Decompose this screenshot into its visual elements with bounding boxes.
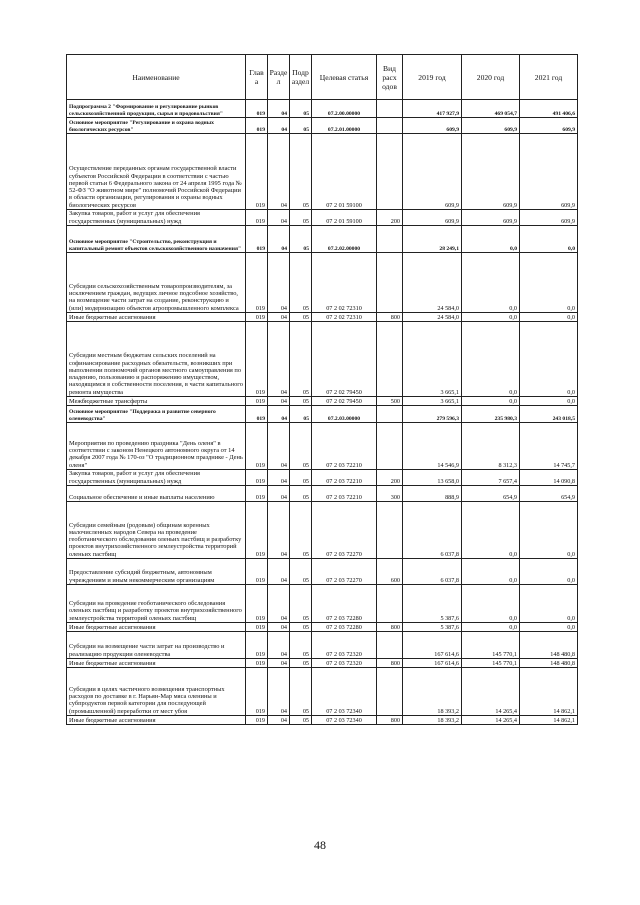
table-row (67, 100, 578, 118)
row-2021: 491 406,6 (520, 100, 578, 118)
row-2021: 0,0 (520, 253, 578, 313)
row-vid (377, 423, 403, 470)
table-row (67, 486, 578, 502)
table-row (67, 423, 578, 470)
row-2021: 0,0 (520, 585, 578, 623)
row-vid: 800 (377, 659, 403, 668)
row-name: Субсидии на возмещение части затрат на производство и реализацию продукции оленеводства (67, 632, 246, 659)
row-2021: 243 018,5 (520, 406, 578, 423)
row-name: Основное мероприятие "Поддержка и развитие северного оленеводства" (67, 406, 246, 423)
row-glava: 019 (246, 668, 268, 716)
table-row (67, 559, 578, 585)
row-2020: 609,9 (462, 118, 520, 134)
row-target: 07 2 03 72340 (312, 668, 377, 716)
table-row (67, 210, 578, 226)
row-2021: 148 480,8 (520, 659, 578, 668)
row-podrazdel: 05 (290, 322, 312, 397)
row-name: Основное мероприятие "Строительство, реконструкция и капитальный ремонт объектов сельскохозяйственного назначения" (67, 226, 246, 253)
row-target: 07 2 01 59100 (312, 210, 377, 226)
row-2021: 0,0 (520, 502, 578, 559)
row-target: 07 2 03 72270 (312, 502, 377, 559)
row-vid: 800 (377, 623, 403, 632)
row-glava: 019 (246, 470, 268, 486)
row-razdel: 04 (268, 322, 290, 397)
row-2019: 609,9 (403, 210, 462, 226)
row-vid (377, 118, 403, 134)
row-glava: 019 (246, 322, 268, 397)
row-vid: 200 (377, 470, 403, 486)
row-glava: 019 (246, 397, 268, 406)
row-target: 07 2 02 72310 (312, 313, 377, 322)
row-2021: 148 480,8 (520, 632, 578, 659)
row-podrazdel: 05 (290, 226, 312, 253)
row-target: 07 2 03 72210 (312, 486, 377, 502)
row-razdel: 04 (268, 716, 290, 725)
row-razdel: 04 (268, 470, 290, 486)
row-2020: 7 657,4 (462, 470, 520, 486)
row-2019: 5 387,6 (403, 585, 462, 623)
row-name: Межбюджетные трансферты (67, 397, 246, 406)
row-2019: 28 249,1 (403, 226, 462, 253)
row-target: 07 2 03 72270 (312, 559, 377, 585)
row-glava: 019 (246, 210, 268, 226)
row-2020: 0,0 (462, 322, 520, 397)
row-razdel: 04 (268, 210, 290, 226)
row-2019: 5 387,6 (403, 623, 462, 632)
row-2019: 24 584,0 (403, 313, 462, 322)
row-vid: 800 (377, 716, 403, 725)
row-vid (377, 585, 403, 623)
row-podrazdel: 05 (290, 502, 312, 559)
row-2019: 6 037,8 (403, 559, 462, 585)
header-2019: 2019 год (403, 55, 462, 100)
table-row (67, 659, 578, 668)
row-target: 07 2 03 72210 (312, 470, 377, 486)
row-vid (377, 100, 403, 118)
row-podrazdel: 05 (290, 100, 312, 118)
row-razdel: 04 (268, 100, 290, 118)
row-2021: 0,0 (520, 322, 578, 397)
row-2021: 0,0 (520, 623, 578, 632)
row-vid (377, 668, 403, 716)
row-2020: 654,9 (462, 486, 520, 502)
row-vid: 500 (377, 397, 403, 406)
row-2021: 609,9 (520, 210, 578, 226)
table-row (67, 585, 578, 623)
row-podrazdel: 05 (290, 668, 312, 716)
page-number: 48 (314, 838, 326, 852)
row-2020: 0,0 (462, 559, 520, 585)
header-podrazdel: Подр аздел (290, 55, 312, 100)
row-name: Закупка товаров, работ и услуг для обеспечения государственных (муниципальных) нужд (67, 210, 246, 226)
header-razdel: Разде л (268, 55, 290, 100)
row-2021: 609,9 (520, 134, 578, 210)
budget-table-sheet (66, 54, 577, 725)
row-vid (377, 226, 403, 253)
row-razdel: 04 (268, 397, 290, 406)
row-2020: 14 265,4 (462, 668, 520, 716)
table-row (67, 716, 578, 725)
row-2020: 0,0 (462, 253, 520, 313)
row-name: Осуществление переданных органам государственной власти субъектов Российской Федерации в соответствии с частью первой статьи 6 Федерального закона от 24 апреля 1995 года № 52-ФЗ "О животном мире" полномочий Российской Федерации в области организации, регулирования и охраны водных биологических ресурсов (67, 134, 246, 210)
row-razdel: 04 (268, 623, 290, 632)
row-2020: 469 054,7 (462, 100, 520, 118)
row-razdel: 04 (268, 632, 290, 659)
row-name: Иные бюджетные ассигнования (67, 716, 246, 725)
row-razdel: 04 (268, 253, 290, 313)
row-glava: 019 (246, 716, 268, 725)
table-row (67, 313, 578, 322)
row-podrazdel: 05 (290, 313, 312, 322)
row-2020: 0,0 (462, 502, 520, 559)
row-glava: 019 (246, 226, 268, 253)
row-2020: 145 770,1 (462, 632, 520, 659)
row-target: 07 2 03 72210 (312, 423, 377, 470)
row-target: 07 2 03 72280 (312, 623, 377, 632)
row-2019: 888,9 (403, 486, 462, 502)
row-razdel: 04 (268, 559, 290, 585)
table-row (67, 253, 578, 313)
row-2020: 0,0 (462, 397, 520, 406)
row-vid (377, 406, 403, 423)
row-2019: 24 584,0 (403, 253, 462, 313)
row-vid: 300 (377, 486, 403, 502)
row-name: Подпрограмма 2 "Формирование и регулирование рынков сельскохозяйственной продукции, сырья и продовольствия" (67, 100, 246, 118)
row-name: Социальное обеспечение и иные выплаты населению (67, 486, 246, 502)
row-2021: 0,0 (520, 397, 578, 406)
row-podrazdel: 05 (290, 423, 312, 470)
row-glava: 019 (246, 423, 268, 470)
row-glava: 019 (246, 313, 268, 322)
row-podrazdel: 05 (290, 406, 312, 423)
row-razdel: 04 (268, 226, 290, 253)
row-target: 07 2 02 79450 (312, 397, 377, 406)
row-2021: 14 745,7 (520, 423, 578, 470)
row-podrazdel: 05 (290, 134, 312, 210)
row-vid: 200 (377, 210, 403, 226)
row-podrazdel: 05 (290, 585, 312, 623)
row-target: 07.2.01.00000 (312, 118, 377, 134)
row-target: 07.2.03.00000 (312, 406, 377, 423)
row-2021: 14 862,1 (520, 668, 578, 716)
table-row (67, 502, 578, 559)
row-glava: 019 (246, 585, 268, 623)
row-glava: 019 (246, 486, 268, 502)
row-2021: 0,0 (520, 559, 578, 585)
row-2019: 14 546,9 (403, 423, 462, 470)
row-2019: 18 393,2 (403, 668, 462, 716)
row-name: Субсидии местным бюджетам сельских поселений на софинансирование расходных обязательств, возникших при выполнении полномочий органов местного самоуправления по владению, пользованию и распоряжению имуществом, находящимся в собственности поселения, в части капитального ремонта имущества (67, 322, 246, 397)
table-row (67, 406, 578, 423)
row-2019: 6 037,8 (403, 502, 462, 559)
row-glava: 019 (246, 559, 268, 585)
row-target: 07 2 03 72320 (312, 632, 377, 659)
row-target: 07.2.02.00000 (312, 226, 377, 253)
row-2019: 167 614,6 (403, 632, 462, 659)
row-razdel: 04 (268, 313, 290, 322)
row-name: Иные бюджетные ассигнования (67, 659, 246, 668)
row-2019: 3 665,1 (403, 397, 462, 406)
row-2020: 0,0 (462, 623, 520, 632)
header-2020: 2020 год (462, 55, 520, 100)
row-podrazdel: 05 (290, 210, 312, 226)
row-2020: 8 312,3 (462, 423, 520, 470)
row-2020: 0,0 (462, 313, 520, 322)
row-podrazdel: 05 (290, 470, 312, 486)
table-header-row (67, 55, 578, 100)
budget-table (66, 54, 578, 725)
table-row (67, 118, 578, 134)
row-2020: 14 265,4 (462, 716, 520, 725)
row-2019: 279 596,3 (403, 406, 462, 423)
row-vid (377, 134, 403, 210)
row-glava: 019 (246, 253, 268, 313)
row-2020: 0,0 (462, 585, 520, 623)
row-name: Предоставление субсидий бюджетным, автономным учреждениям и иным некоммерческим организациям (67, 559, 246, 585)
row-glava: 019 (246, 623, 268, 632)
row-2019: 3 665,1 (403, 322, 462, 397)
row-glava: 019 (246, 406, 268, 423)
row-2021: 0,0 (520, 226, 578, 253)
row-razdel: 04 (268, 502, 290, 559)
row-razdel: 04 (268, 134, 290, 210)
row-name: Субсидии в целях частичного возмещения транспортных расходов по доставке в г. Нарьян-Мар мяса оленины и субпродуктов первой категории для последующей (промышленной) переработки от мест убоя (67, 668, 246, 716)
row-glava: 019 (246, 100, 268, 118)
row-target: 07 2 01 59100 (312, 134, 377, 210)
row-2021: 0,0 (520, 313, 578, 322)
row-vid (377, 632, 403, 659)
header-target: Целевая статья (312, 55, 377, 100)
row-vid: 800 (377, 313, 403, 322)
header-vid: Вид расх одов (377, 55, 403, 100)
row-name: Мероприятия по проведению праздника "День оленя" в соответствии с законом Ненецкого автономного округа от 14 декабря 2007 года № 170-оз "О традиционном празднике - День оленя" (67, 423, 246, 470)
row-vid (377, 322, 403, 397)
row-name: Иные бюджетные ассигнования (67, 623, 246, 632)
row-name: Закупка товаров, работ и услуг для обеспечения государственных (муниципальных) нужд (67, 470, 246, 486)
row-target: 07 2 03 72320 (312, 659, 377, 668)
row-razdel: 04 (268, 585, 290, 623)
row-2019: 13 658,0 (403, 470, 462, 486)
row-target: 07 2 02 79450 (312, 322, 377, 397)
table-row (67, 668, 578, 716)
row-razdel: 04 (268, 406, 290, 423)
row-2020: 609,9 (462, 210, 520, 226)
row-name: Иные бюджетные ассигнования (67, 313, 246, 322)
row-2021: 609,9 (520, 118, 578, 134)
table-row (67, 632, 578, 659)
row-podrazdel: 05 (290, 716, 312, 725)
row-2019: 609,9 (403, 118, 462, 134)
table-row (67, 322, 578, 397)
row-razdel: 04 (268, 659, 290, 668)
table-row (67, 134, 578, 210)
header-glava: Глав а (246, 55, 268, 100)
row-2019: 417 927,9 (403, 100, 462, 118)
row-glava: 019 (246, 118, 268, 134)
row-podrazdel: 05 (290, 623, 312, 632)
row-2019: 609,9 (403, 134, 462, 210)
row-podrazdel: 05 (290, 118, 312, 134)
row-podrazdel: 05 (290, 632, 312, 659)
row-vid (377, 253, 403, 313)
row-razdel: 04 (268, 423, 290, 470)
row-target: 07 2 02 72310 (312, 253, 377, 313)
row-podrazdel: 05 (290, 397, 312, 406)
row-vid: 600 (377, 559, 403, 585)
table-body (67, 100, 578, 725)
table-row (67, 397, 578, 406)
row-name: Субсидии семейным (родовым) общинам коренных малочисленных народов Севера на проведение геоботанического обследования оленьих пастбищ и разработку проектов внутрихозяйственного землеустройства территорий оленьих пастбищ (67, 502, 246, 559)
row-vid (377, 502, 403, 559)
row-2021: 654,9 (520, 486, 578, 502)
row-2020: 609,9 (462, 134, 520, 210)
row-glava: 019 (246, 659, 268, 668)
row-podrazdel: 05 (290, 659, 312, 668)
row-target: 07 2 03 72280 (312, 585, 377, 623)
row-name: Субсидии на проведение геоботанического обследования оленьих пастбищ и разработку проектов внутрихозяйственного землеустройства территорий оленьих пастбищ (67, 585, 246, 623)
row-2020: 145 770,1 (462, 659, 520, 668)
row-2021: 14 090,8 (520, 470, 578, 486)
row-glava: 019 (246, 502, 268, 559)
row-glava: 019 (246, 134, 268, 210)
row-podrazdel: 05 (290, 559, 312, 585)
row-2020: 235 980,3 (462, 406, 520, 423)
row-2019: 167 614,6 (403, 659, 462, 668)
row-2020: 0,0 (462, 226, 520, 253)
row-podrazdel: 05 (290, 486, 312, 502)
row-2021: 14 862,1 (520, 716, 578, 725)
row-glava: 019 (246, 632, 268, 659)
table-row (67, 623, 578, 632)
row-2019: 18 393,2 (403, 716, 462, 725)
row-podrazdel: 05 (290, 253, 312, 313)
table-row (67, 470, 578, 486)
row-razdel: 04 (268, 118, 290, 134)
row-razdel: 04 (268, 668, 290, 716)
row-target: 07.2.00.00000 (312, 100, 377, 118)
row-name: Основное мероприятие "Регулирование и охрана водных биологических ресурсов" (67, 118, 246, 134)
row-razdel: 04 (268, 486, 290, 502)
table-row (67, 226, 578, 253)
header-name: Наименование (67, 55, 246, 100)
row-name: Субсидии сельскохозяйственным товаропроизводителям, за исключением граждан, ведущих личное подсобное хозяйство, на возмещение части затрат на создание, реконструкцию и (или) модернизацию объектов агропромышленного комплекса (67, 253, 246, 313)
row-target: 07 2 03 72340 (312, 716, 377, 725)
header-2021: 2021 год (520, 55, 578, 100)
